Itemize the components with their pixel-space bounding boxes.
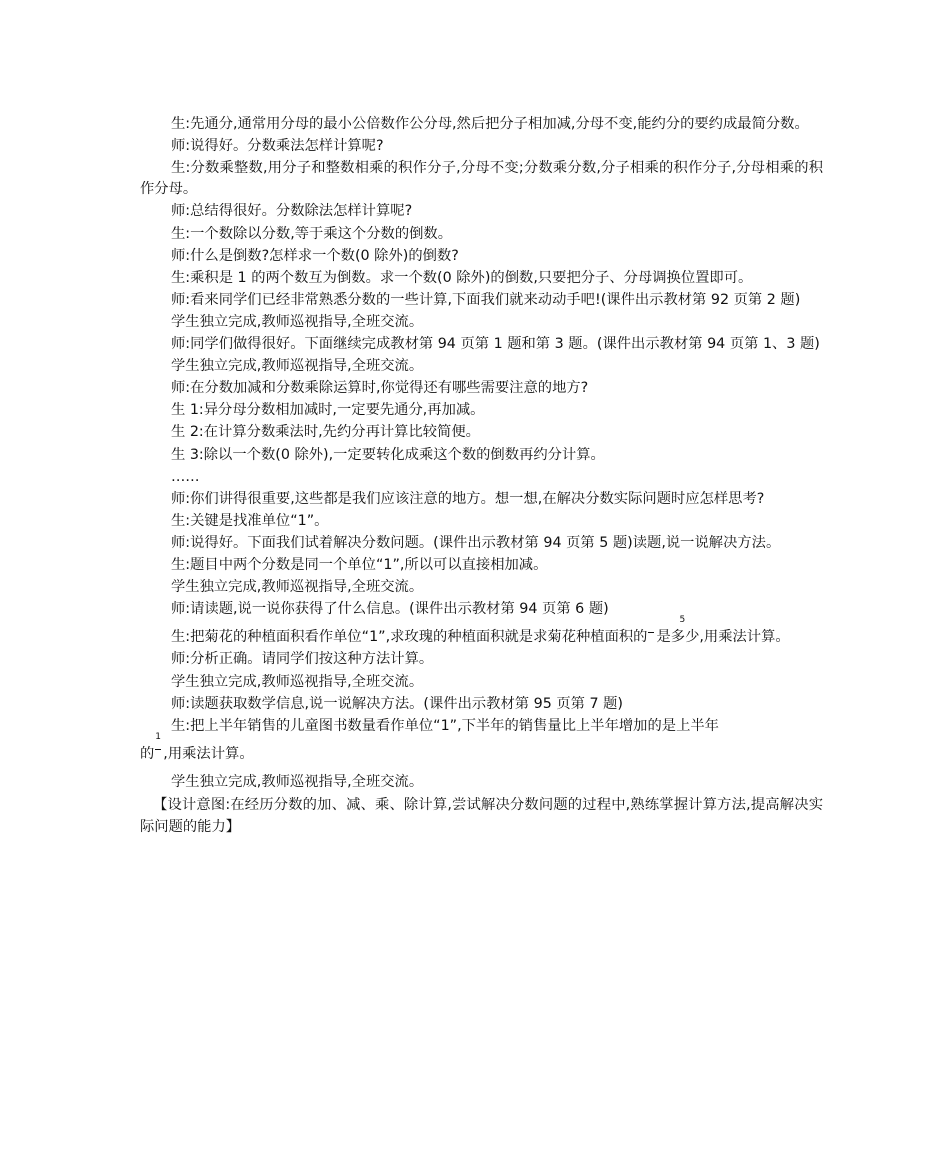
paragraph: 学生独立完成,教师巡视指导,全班交流。 xyxy=(171,313,424,330)
paragraph: 生:先通分,通常用分母的最小公倍数作公分母,然后把分子相加减,分母不变,能约分的要约成最简分数。 xyxy=(171,116,809,132)
fraction-numerator: 5 xyxy=(679,615,686,626)
paragraph: 师:什么是倒数?怎样求一个数(0 除外)的倒数? xyxy=(171,247,459,264)
paragraph: 学生独立完成,教师巡视指导,全班交流。 xyxy=(171,358,424,375)
paragraph: 师:同学们做得很好。下面继续完成教材第 94 页第 1 题和第 3 题。(课件出示教材第 94 页第 1、3 题) xyxy=(171,336,820,353)
paragraph: 师:总结得很好。分数除法怎样计算呢? xyxy=(171,203,413,220)
fraction xyxy=(155,731,162,761)
paragraph: 生 2:在计算分数乘法时,先约分再计算比较简便。 xyxy=(171,424,480,441)
paragraph: 师:说得好。分数乘法怎样计算呢? xyxy=(171,138,384,155)
paragraph: 师:在分数加减和分数乘除运算时,你觉得还有哪些需要注意的地方? xyxy=(171,380,589,397)
paragraph: 生:题目中两个分数是同一个单位“1”,所以可以直接相加减。 xyxy=(171,556,548,573)
paragraph: 师:请读题,说一说你获得了什么信息。(课件出示教材第 94 页第 6 题) xyxy=(171,601,609,618)
paragraph: 师:看来同学们已经非常熟悉分数的一些计算,下面我们就来动动手吧!(课件出示教材第 92 页第 2 题) xyxy=(171,291,801,308)
fraction xyxy=(648,615,686,644)
fraction-text-after: 是多少,用乘法计算。 xyxy=(656,629,790,646)
paragraph: 学生独立完成,教师巡视指导,全班交流。 xyxy=(171,579,424,596)
paragraph: 生:一个数除以分数,等于乘这个分数的倒数。 xyxy=(171,225,452,242)
fraction-bar xyxy=(648,632,654,633)
paragraph: 学生独立完成,教师巡视指导,全班交流。 xyxy=(171,673,424,690)
paragraph: 生:分数乘整数,用分子和整数相乘的积作分子,分母不变;分数乘分数,分子相乘的积作分子,分母相乘的积作分母。 xyxy=(140,160,823,198)
paragraph: 生:把上半年销售的儿童图书数量看作单位“1”,下半年的销售量比上半年增加的是上半年 xyxy=(171,717,719,734)
fraction-bar xyxy=(155,749,161,750)
paragraph: 师:你们讲得很重要,这些都是我们应该注意的地方。想一想,在解决分数实际问题时应怎样思考? xyxy=(171,490,765,507)
design-intent: 【设计意图:在经历分数的加、减、乘、除计算,尝试解决分数问题的过程中,熟练掌握计算方法,提高解决实际问题的能力】 xyxy=(140,797,823,835)
paragraph-with-fraction xyxy=(140,615,823,648)
ellipsis-line: …… xyxy=(171,468,200,485)
fraction-numerator: 1 xyxy=(155,731,162,742)
fraction-text-before: 生:把菊花的种植面积看作单位“1”,求玫瑰的种植面积就是求菊花种植面积的 xyxy=(171,629,648,646)
paragraph: 师:分析正确。请同学们按这种方法计算。 xyxy=(171,651,434,668)
paragraph: 生 3:除以一个数(0 除外),一定要转化成乘这个数的倒数再约分计算。 xyxy=(171,446,605,463)
paragraph: 生 1:异分母分数相加减时,一定要先通分,再加减。 xyxy=(171,402,485,419)
fraction-text-after: ,用乘法计算。 xyxy=(163,745,254,762)
paragraph: 学生独立完成,教师巡视指导,全班交流。 xyxy=(171,774,424,791)
paragraph: 师:说得好。下面我们试着解决分数问题。(课件出示教材第 94 页第 5 题)读题,说一说解决方法。 xyxy=(171,534,781,551)
paragraph: 生:乘积是 1 的两个数互为倒数。求一个数(0 除外)的倒数,只要把分子、分母调换位置即可。 xyxy=(171,269,753,286)
paragraph: 生:关键是找准单位“1”。 xyxy=(171,512,329,529)
paragraph-with-fraction xyxy=(140,731,823,765)
document-body xyxy=(140,114,823,838)
paragraph: 师:读题获取数学信息,说一说解决方法。(课件出示教材第 95 页第 7 题) xyxy=(171,695,623,712)
fraction-text-before: 的 xyxy=(140,745,155,762)
